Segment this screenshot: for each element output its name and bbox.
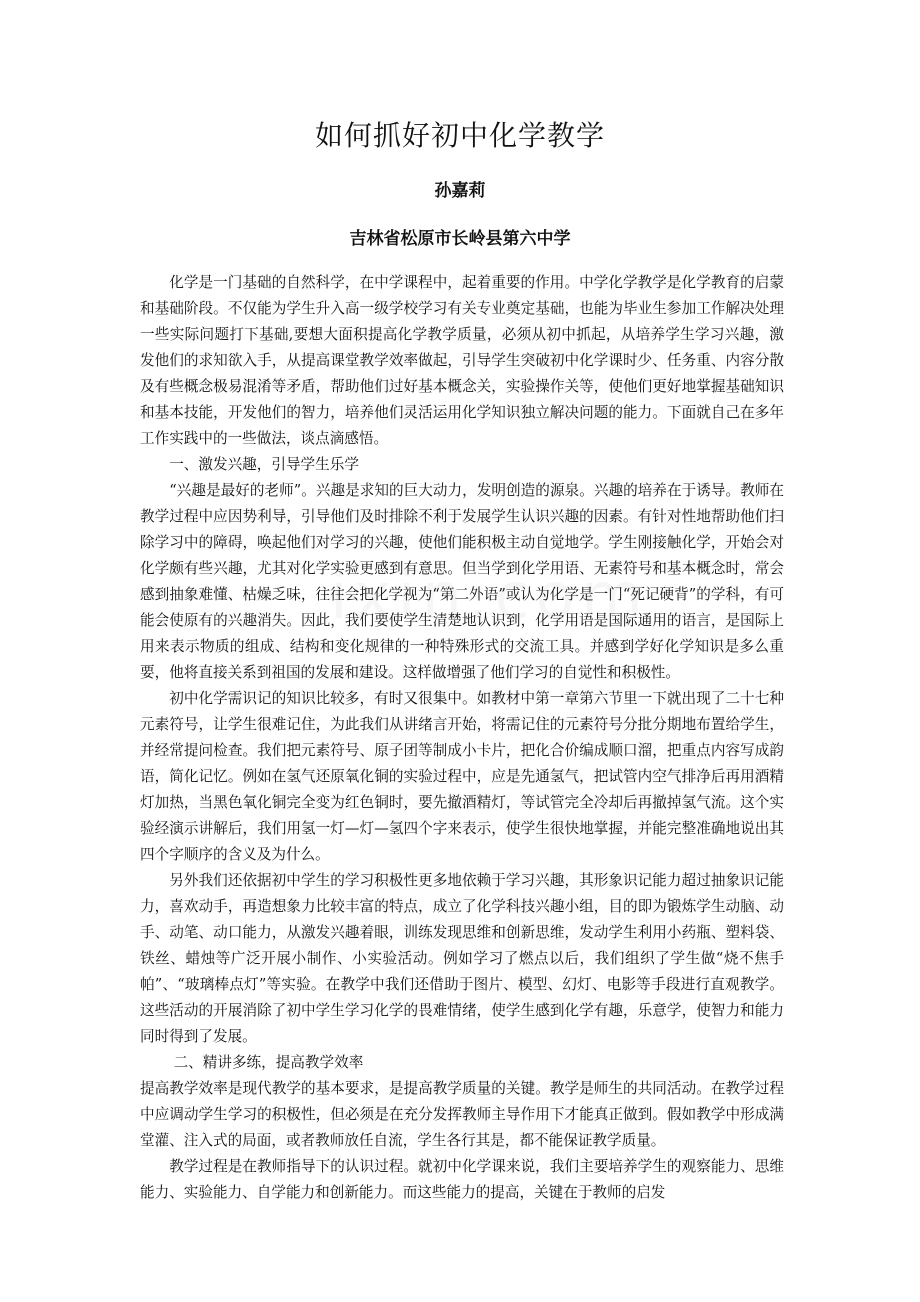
paragraph-activities: 另外我们还依据初中学生的学习积极性更多地依赖于学习兴趣，其形象识记能力超过抽象识记能力，喜欢动手，再造想象力比较丰富的特点，成立了化学科技兴趣小组，目的即为锻炼学生动脑、动手、动笔、动口能力，从激发兴趣着眼，训练发现思维和创新思维，发动学生利用小药瓶、塑料袋、铁丝、蜡烛等广泛开展小制作、小实验活动。例如学习了燃点以后，我们组织了学生做“烧不焦手帕”、“玻璃棒点灯”等实验。在教学中我们还借助于图片、模型、幻灯、电影等手段进行直观教学。这些活动的开展消除了初中学生学习化学的畏难情绪，使学生感到化学有趣，乐意学，使智力和能力同时得到了发展。 — [140, 872, 784, 1045]
article-body — [140, 270, 784, 1206]
paragraph-memorization: 初中化学需识记的知识比较多，有时又很集中。如教材中第一章第六节里一下就出现了二十七种元素符号，让学生很难记住，为此我们从讲绪言开始，将需记住的元素符号分批分期地布置给学生，并经常提问检查。我们把元素符号、原子团等制成小卡片，把化合价编成顺口溜，把重点内容写成韵语，简化记忆。例如在氢气还原氧化铜的实验过程中，应是先通氢气，把试管内空气排净后再用酒精灯加热，当黑色氧化铜完全变为红色铜时，要先撤酒精灯，等试管完全冷却后再撤掉氢气流。这个实验经演示讲解后，我们用氢一灯—灯—氢四个字来表示，使学生很快地掌握，并能完整准确地说出其四个字顺序的含义及为什么。 — [140, 690, 784, 863]
section-heading-1: 一、激发兴趣，引导学生乐学 — [169, 456, 359, 473]
page-title: 如何抓好初中化学教学 — [314, 119, 605, 152]
paragraph-efficiency: 提高教学效率是现代教学的基本要求，是提高教学质量的关键。教学是师生的共同活动。在教学过程中应调动学生学习的积极性，但必须是在充分发挥教师主导作用下才能真正做到。假如教学中形成满堂灌、注入式的局面，或者教师放任自流，学生各行其是，都不能保证教学质量。 — [140, 1080, 784, 1149]
paragraph-intro: 化学是一门基础的自然科学，在中学课程中，起着重要的作用。中学化学教学是化学教育的启蒙和基础阶段。不仅能为学生升入高一级学校学习有关专业奠定基础，也能为毕业生参加工作解决处理一些实际问题打下基础,要想大面积提高化学教学质量，必须从初中抓起，从培养学生学习兴趣，激发他们的求知欲入手，从提高课堂教学效率做起，引导学生突破初中化学课时少、任务重、内容分散及有些概念极易混淆等矛盾，帮助他们过好基本概念关，实验操作关等，使他们更好地掌握基础知识和基本技能，开发他们的智力，培养他们灵活运用化学知识独立解决问题的能力。下面就自己在多年工作实践中的一些做法，谈点滴感悟。 — [140, 274, 784, 447]
author-affiliation: 吉林省松原市长岭县第六中学 — [349, 229, 571, 249]
author-name: 孙嘉莉 — [434, 181, 486, 201]
paragraph-process: 教学过程是在教师指导下的认识过程。就初中化学课来说，我们主要培养学生的观察能力、思维能力、实验能力、自学能力和创新能力。而这些能力的提高，关键在于教师的启发 — [140, 1158, 784, 1201]
section-heading-2: 二、精讲多练，提高教学效率 — [173, 1054, 364, 1071]
paragraph-interest: “兴趣是最好的老师”。兴趣是求知的巨大动力，发明创造的源泉。兴趣的培养在于诱导。教师在教学过程中应因势利导，引导他们及时排除不利于发展学生认识兴趣的因素。有针对性地帮助他们扫除学习中的障碍，唤起他们对学习的兴趣，使他们能积极主动自觉地学。学生刚接触化学，开始会对化学颇有些兴趣，尤其对化学实验更感到有意思。但当学到化学用语、无素符号和基本概念时，常会感到抽象难懂、枯燥乏味，往往会把化学视为“第二外语”或认为化学是一门“死记硬背”的学科，有可能会使原有的兴趣消失。因此，我们要使学生清楚地认识到，化学用语是国际通用的语言，是国际上用来表示物质的组成、结构和变化规律的一种特殊形式的交流工具。并感到学好化学知识是多么重要，他将直接关系到祖国的发展和建设。这样做增强了他们学习的自觉性和积极性。 — [140, 482, 784, 681]
